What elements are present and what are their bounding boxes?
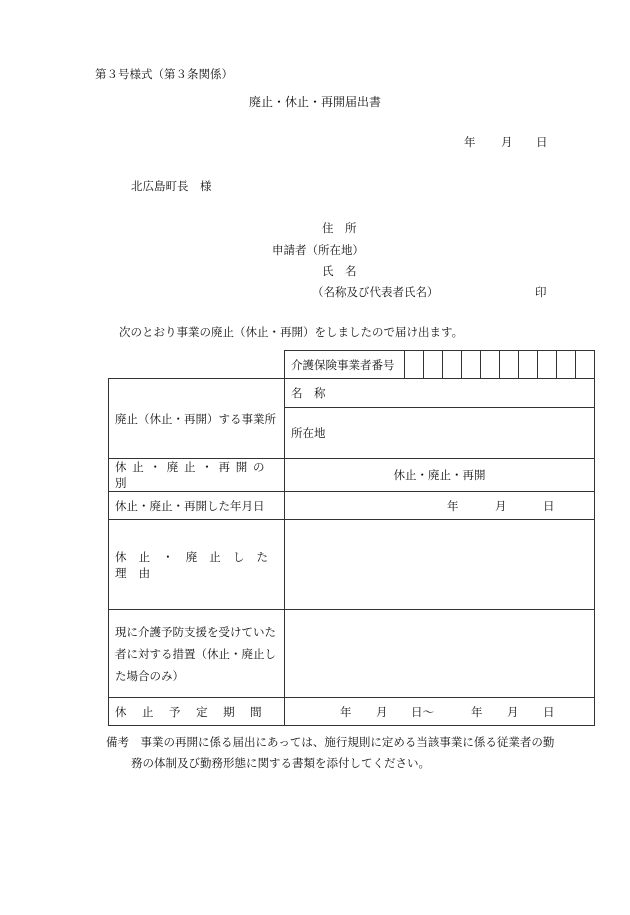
date-year: 年 bbox=[447, 498, 459, 513]
category-label: 休止・廃止・再開の別 bbox=[109, 459, 285, 492]
facility-row bbox=[109, 379, 595, 459]
date-year-label: 年 bbox=[464, 135, 476, 149]
remarks-label: 備考 bbox=[106, 735, 129, 749]
provider-digit-box[interactable] bbox=[519, 351, 538, 379]
date-day-label: 日 bbox=[536, 135, 548, 149]
reason-input-cell[interactable] bbox=[285, 520, 595, 610]
measures-input-cell[interactable] bbox=[285, 610, 595, 698]
facility-address-label: 所在地 bbox=[291, 426, 326, 440]
period-label: 休止予定期間 bbox=[109, 698, 285, 726]
form-number-label: 第３号様式（第３条関係） bbox=[95, 67, 233, 81]
name-label: 氏 名 bbox=[322, 264, 357, 278]
facility-name-label: 名 称 bbox=[285, 379, 594, 408]
provider-number-row bbox=[109, 351, 595, 379]
provider-digit-box[interactable] bbox=[557, 351, 576, 379]
period-start-day: 日～ bbox=[411, 704, 434, 719]
period-end-month: 月 bbox=[507, 704, 519, 719]
blank-cell bbox=[109, 351, 285, 379]
category-row bbox=[109, 459, 595, 492]
period-input-cell[interactable] bbox=[285, 698, 595, 726]
reason-label: 休止・廃止した理由 bbox=[109, 520, 285, 610]
remarks bbox=[106, 734, 554, 750]
remarks-line1: 事業の再開に係る届出にあっては、施行規則に定める当該事業に係る従業者の勤 bbox=[140, 735, 555, 749]
measures-label: 現に介護予防支援を受けていた者に対する措置（休止・廃止した場合のみ） bbox=[109, 610, 285, 698]
reason-row bbox=[109, 520, 595, 610]
applicant-label: 申請者（所在地） bbox=[272, 243, 364, 257]
period-start-month: 月 bbox=[376, 704, 388, 719]
date-label: 休止・廃止・再開した年月日 bbox=[109, 492, 285, 520]
date-month-label: 月 bbox=[501, 135, 513, 149]
provider-digit-box[interactable] bbox=[576, 351, 595, 379]
intro-text: 次のとおり事業の廃止（休止・再開）をしましたので届け出ます。 bbox=[119, 325, 464, 339]
date-input-cell[interactable] bbox=[285, 492, 595, 520]
provider-digit-box[interactable] bbox=[405, 351, 424, 379]
category-value[interactable]: 休止・廃止・再開 bbox=[285, 459, 595, 492]
provider-number-label: 介護保険事業者番号 bbox=[285, 351, 405, 379]
seal-mark: 印 bbox=[535, 285, 547, 299]
addressee: 北広島町長 様 bbox=[131, 179, 212, 193]
period-row bbox=[109, 698, 595, 726]
date-day: 日 bbox=[543, 498, 555, 513]
provider-digit-box[interactable] bbox=[538, 351, 557, 379]
period-end-day: 日 bbox=[543, 704, 555, 719]
provider-digit-box[interactable] bbox=[443, 351, 462, 379]
remarks-line2: 務の体制及び勤務形態に関する書類を添付してください。 bbox=[131, 756, 430, 770]
document-title: 廃止・休止・再開届出書 bbox=[248, 95, 381, 109]
period-end-year: 年 bbox=[471, 704, 483, 719]
notification-form-table bbox=[108, 350, 595, 726]
provider-digit-box[interactable] bbox=[500, 351, 519, 379]
period-start-year: 年 bbox=[340, 704, 352, 719]
measures-row bbox=[109, 610, 595, 698]
address-label: 住 所 bbox=[322, 221, 357, 235]
provider-digit-box[interactable] bbox=[462, 351, 481, 379]
provider-digit-box[interactable] bbox=[424, 351, 443, 379]
facility-input-cell[interactable] bbox=[285, 379, 595, 459]
provider-digit-box[interactable] bbox=[481, 351, 500, 379]
date-month: 月 bbox=[495, 498, 507, 513]
date-row bbox=[109, 492, 595, 520]
facility-label: 廃止（休止・再開）する事業所 bbox=[109, 379, 285, 459]
name-note: （名称及び代表者氏名） bbox=[312, 285, 439, 299]
